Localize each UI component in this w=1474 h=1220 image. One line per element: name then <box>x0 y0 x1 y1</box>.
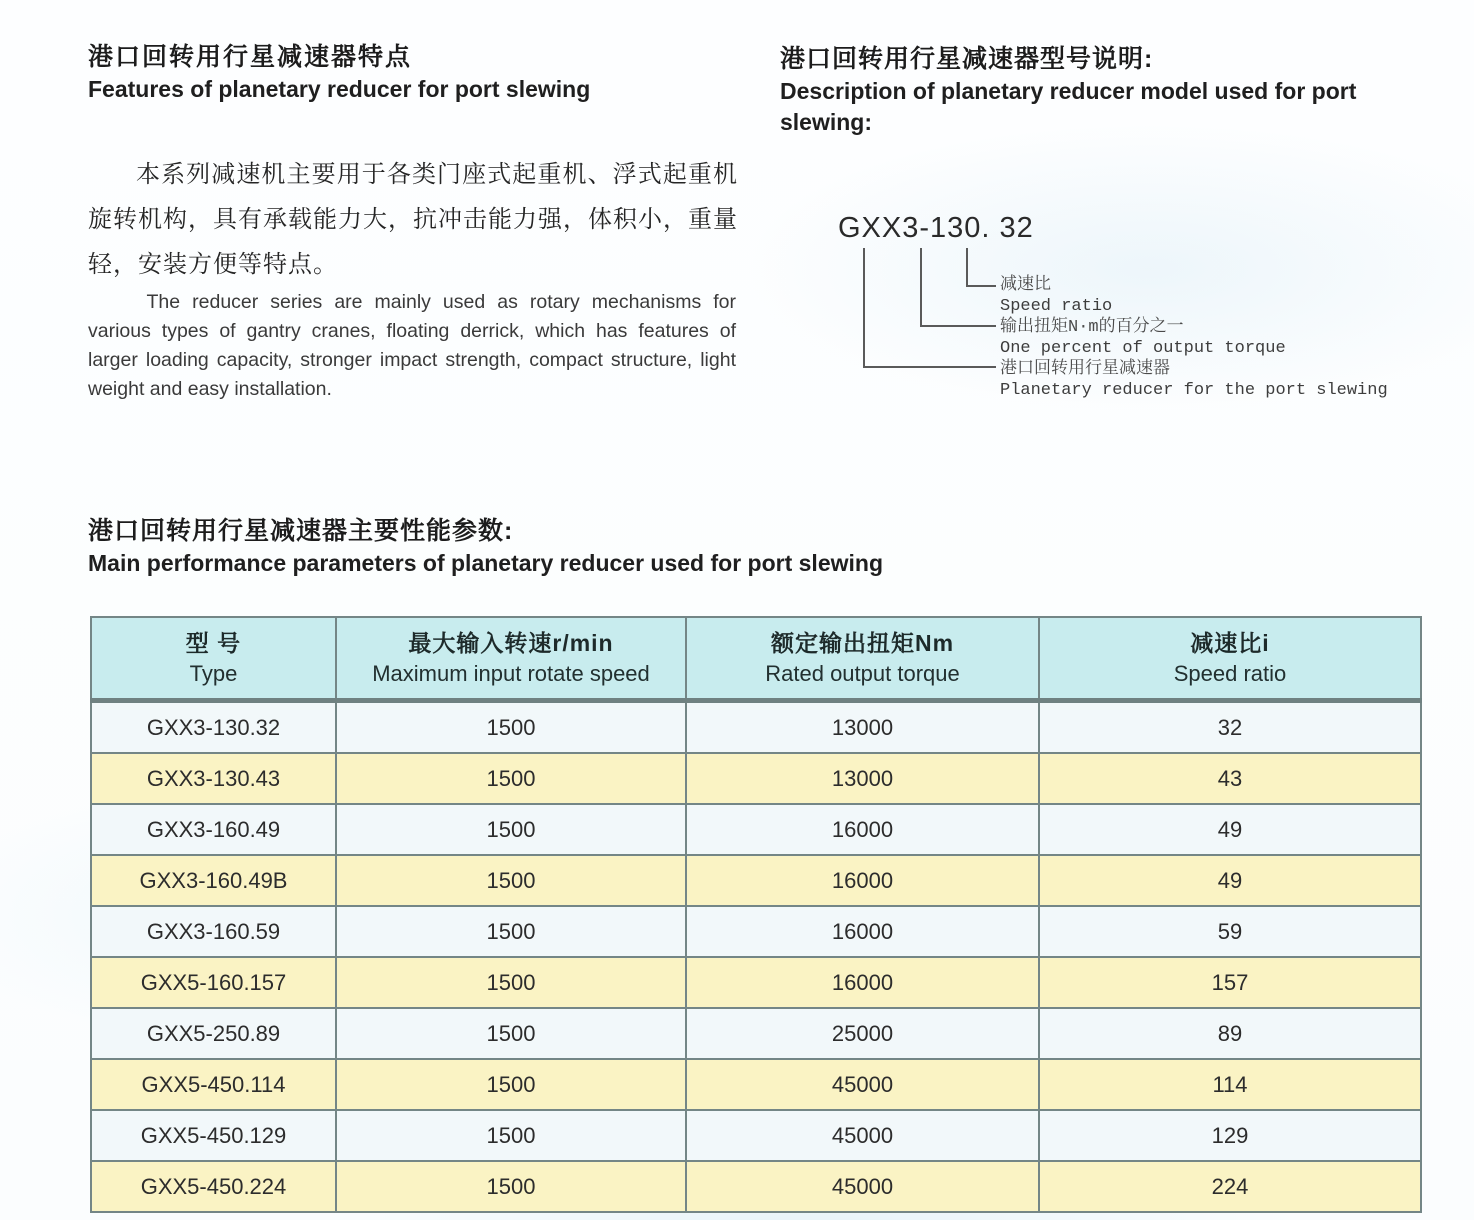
performance-table <box>90 616 1422 1213</box>
parameters-title-en: Main performance parameters of planetary reducer used for port slewing <box>88 550 883 576</box>
cell-type: GXX5-450.224 <box>91 1161 336 1212</box>
cell-input-speed: 1500 <box>336 1110 686 1161</box>
parameters-title-zh: 港口回转用行星减速器主要性能参数: <box>88 517 514 545</box>
cell-type: GXX5-450.129 <box>91 1110 336 1161</box>
table-row <box>91 1008 1421 1059</box>
features-title-en: Features of planetary reducer for port slewing <box>88 76 591 102</box>
cell-speed-ratio: 59 <box>1039 906 1421 957</box>
model-title-zh: 港口回转用行星减速器型号说明: <box>780 45 1154 73</box>
cell-input-speed: 1500 <box>336 855 686 906</box>
model-label-speed-ratio-zh: 减速比 <box>1000 276 1051 295</box>
model-label-reducer-en: Planetary reducer for the port slewing <box>1000 381 1388 400</box>
cell-input-speed: 1500 <box>336 957 686 1008</box>
table-row <box>91 906 1421 957</box>
table-header-row <box>91 617 1421 701</box>
model-labels <box>1000 275 1388 401</box>
cell-speed-ratio: 129 <box>1039 1110 1421 1161</box>
cell-output-torque: 16000 <box>686 855 1039 906</box>
cell-type: GXX3-160.49 <box>91 804 336 855</box>
column-header-type-en: Type <box>189 661 238 686</box>
cell-input-speed: 1500 <box>336 906 686 957</box>
column-header-speed-ratio-zh: 减速比i <box>1190 630 1270 656</box>
cell-type: GXX5-450.114 <box>91 1059 336 1110</box>
cell-output-torque: 25000 <box>686 1008 1039 1059</box>
column-header-type <box>91 617 336 701</box>
table-row <box>91 855 1421 906</box>
column-header-output-torque-en: Rated output torque <box>765 661 960 686</box>
features-title-zh: 港口回转用行星减速器特点 <box>88 43 413 71</box>
cell-type: GXX5-250.89 <box>91 1008 336 1059</box>
cell-input-speed: 1500 <box>336 1059 686 1110</box>
cell-input-speed: 1500 <box>336 1161 686 1212</box>
table-row <box>91 753 1421 804</box>
cell-output-torque: 16000 <box>686 804 1039 855</box>
cell-speed-ratio: 49 <box>1039 855 1421 906</box>
model-label-output-torque-en: One percent of output torque <box>1000 339 1286 358</box>
table-row <box>91 804 1421 855</box>
cell-output-torque: 16000 <box>686 957 1039 1008</box>
cell-output-torque: 16000 <box>686 906 1039 957</box>
column-header-input-speed-en: Maximum input rotate speed <box>372 661 650 686</box>
cell-output-torque: 45000 <box>686 1161 1039 1212</box>
cell-type: GXX5-160.157 <box>91 957 336 1008</box>
model-label-output-torque-zh: 输出扭矩N·m的百分之一 <box>1000 318 1184 337</box>
column-header-output-torque-zh: 额定输出扭矩Nm <box>770 630 955 656</box>
cell-output-torque: 13000 <box>686 753 1039 804</box>
connector-line-reducer <box>863 248 996 368</box>
cell-type: GXX3-160.49B <box>91 855 336 906</box>
cell-type: GXX3-160.59 <box>91 906 336 957</box>
table-row <box>91 1161 1421 1212</box>
table-row <box>91 1059 1421 1110</box>
cell-input-speed: 1500 <box>336 701 686 754</box>
model-section-header <box>780 42 1408 138</box>
features-paragraph-en: The reducer series are mainly used as rotary mechanisms for various types of gantry cranes, floating derrick, which has features of larger loading capacity, stronger impact strength, compact structure, light weight and easy installation. <box>88 291 736 400</box>
column-header-output-torque <box>686 617 1039 701</box>
cell-input-speed: 1500 <box>336 753 686 804</box>
cell-output-torque: 45000 <box>686 1110 1039 1161</box>
cell-speed-ratio: 49 <box>1039 804 1421 855</box>
model-label-speed-ratio-en: Speed ratio <box>1000 297 1113 316</box>
model-code: GXX3-130. 32 <box>838 212 1034 244</box>
table-row <box>91 701 1421 754</box>
cell-output-torque: 45000 <box>686 1059 1039 1110</box>
features-section <box>88 40 748 105</box>
column-header-type-zh: 型 号 <box>185 630 242 656</box>
cell-speed-ratio: 114 <box>1039 1059 1421 1110</box>
cell-input-speed: 1500 <box>336 1008 686 1059</box>
column-header-speed-ratio <box>1039 617 1421 701</box>
cell-speed-ratio: 32 <box>1039 701 1421 754</box>
table-row <box>91 957 1421 1008</box>
model-label-reducer-zh: 港口回转用行星减速器 <box>1000 360 1170 379</box>
model-title-en: Description of planetary reducer model used for port slewing: <box>780 78 1357 135</box>
cell-speed-ratio: 43 <box>1039 753 1421 804</box>
cell-type: GXX3-130.32 <box>91 701 336 754</box>
cell-speed-ratio: 224 <box>1039 1161 1421 1212</box>
column-header-input-speed-zh: 最大输入转速r/min <box>408 630 614 656</box>
table-row <box>91 1110 1421 1161</box>
cell-output-torque: 13000 <box>686 701 1039 754</box>
parameters-section-header <box>88 514 1088 579</box>
cell-speed-ratio: 157 <box>1039 957 1421 1008</box>
cell-type: GXX3-130.43 <box>91 753 336 804</box>
column-header-speed-ratio-en: Speed ratio <box>1173 661 1287 686</box>
cell-speed-ratio: 89 <box>1039 1008 1421 1059</box>
column-header-input-speed <box>336 617 686 701</box>
features-paragraph-zh: 本系列减速机主要用于各类门座式起重机、浮式起重机旋转机构，具有承载能力大，抗冲击能力强，体积小，重量轻，安装方便等特点。 <box>88 161 738 278</box>
cell-input-speed: 1500 <box>336 804 686 855</box>
